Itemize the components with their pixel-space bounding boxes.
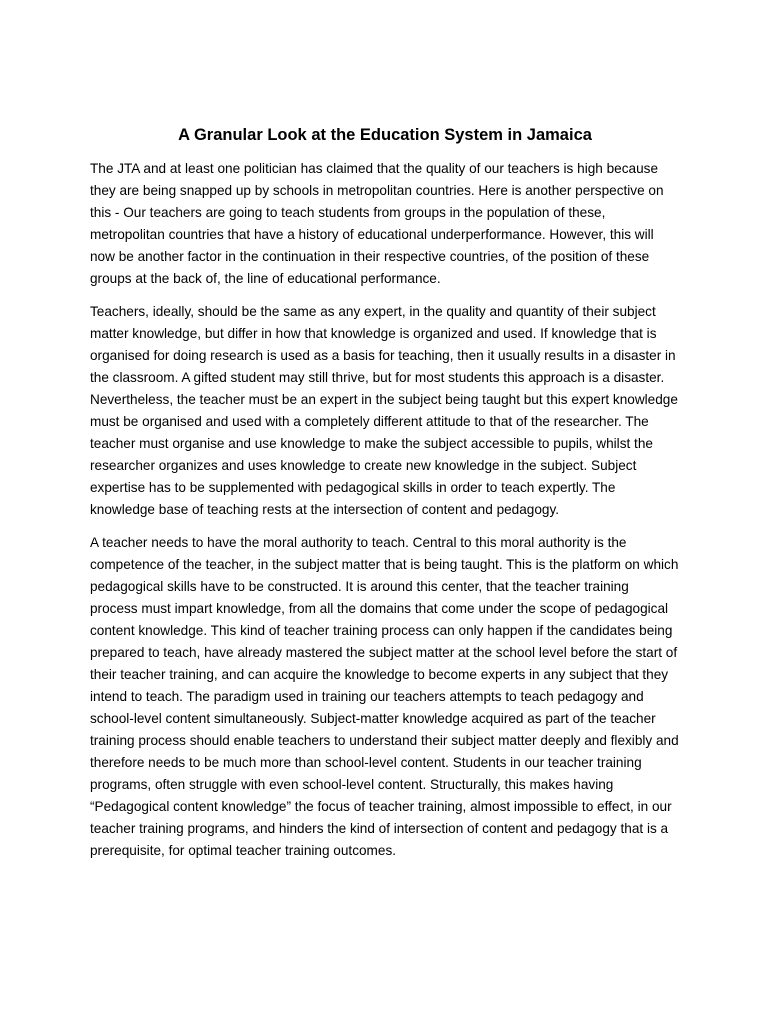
document-body	[90, 124, 680, 862]
document-title: A Granular Look at the Education System in Jamaica	[178, 126, 592, 144]
paragraph-1: The JTA and at least one politician has claimed that the quality of our teachers is high because they are being snapped up by schools in metropolitan countries. Here is another perspective on this - Our teachers are going to teach students from groups in the population of these, metropolitan countries that have a history of educational underperformance. However, this will now be another factor in the continuation in their respective countries, of the position of these groups at the back of, the line of educational performance.	[90, 161, 664, 286]
paragraph-2: Teachers, ideally, should be the same as any expert, in the quality and quantity of their subject matter knowledge, but differ in how that knowledge is organized and used. If knowledge that is organised for doing research is used as a basis for teaching, then it usually results in a disaster in the classroom. A gifted student may still thrive, but for most students this approach is a disaster. Nevertheless, the teacher must be an expert in the subject being taught but this expert knowledge must be organised and used with a completely different attitude to that of the researcher. The teacher must organise and use knowledge to make the subject accessible to pupils, whilst the researcher organizes and uses knowledge to create new knowledge in the subject. Subject expertise has to be supplemented with pedagogical skills in order to teach expertly. The knowledge base of teaching rests at the intersection of content and pedagogy.	[90, 304, 678, 517]
paragraph-3: A teacher needs to have the moral authority to teach. Central to this moral authority is the competence of the teacher, in the subject matter that is being taught. This is the platform on which pedagogical skills have to be constructed. It is around this center, that the teacher training process must impart knowledge, from all the domains that come under the scope of pedagogical content knowledge. This kind of teacher training process can only happen if the candidates being prepared to teach, have already mastered the subject matter at the school level before the start of their teacher training, and can acquire the knowledge to become experts in any subject that they intend to teach. The paradigm used in training our teachers attempts to teach pedagogy and school-level content simultaneously. Subject-matter knowledge acquired as part of the teacher training process should enable teachers to understand their subject matter deeply and flexibly and therefore needs to be much more than school-level content. Students in our teacher training programs, often struggle with even school-level content. Structurally, this makes having “Pedagogical content knowledge” the focus of teacher training, almost impossible to effect, in our teacher training programs, and hinders the kind of intersection of content and pedagogy that is a prerequisite, for optimal teacher training outcomes.	[90, 535, 679, 858]
